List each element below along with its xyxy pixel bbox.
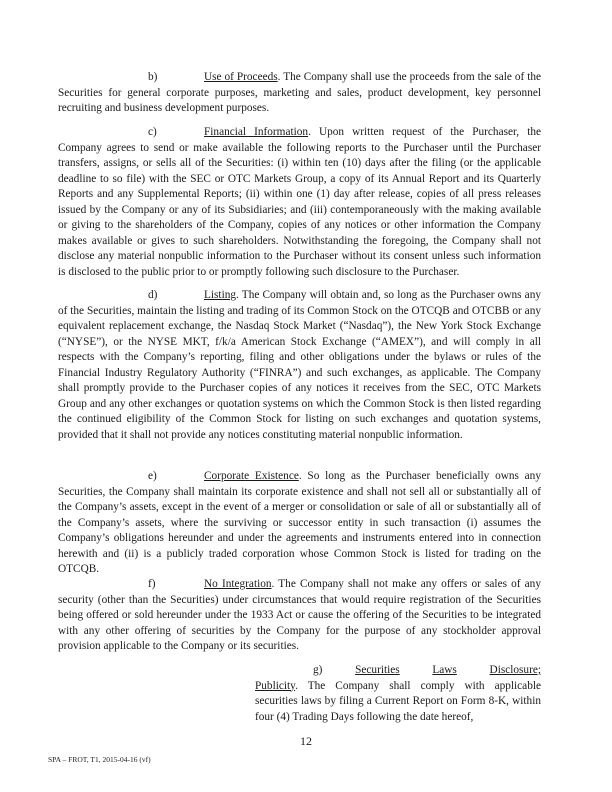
section-g-heading-word-3: Disclosure; xyxy=(489,664,541,676)
section-b-paragraph xyxy=(58,70,541,117)
section-g-heading-part-2: Publicity xyxy=(255,679,296,692)
footer-document-id: SPA – FROT, T1, 2015-04-16 (vf) xyxy=(48,755,151,764)
section-d-paragraph xyxy=(58,288,541,443)
section-b-label: b) xyxy=(148,71,158,83)
section-c-paragraph xyxy=(58,125,541,280)
section-g-text: . The Company shall comply with applicable securities laws by filing a Current Report on Form 8-K, within four (4) Trading Days following the date hereof, xyxy=(255,679,541,723)
section-f-paragraph xyxy=(58,577,541,655)
section-e-paragraph xyxy=(58,469,541,578)
section-c-heading: Financial Information xyxy=(204,126,309,138)
section-g-heading-word-2: Laws xyxy=(432,664,457,676)
section-f-text: . The Company shall not make any offers or sales of any security (other than the Securities) under circumstances that would require registration of the Securities being offered or sold hereunder under the 1933 Act or cause the offering of the Securities to be integrated with any other offering of securities by the Company for the purpose of any stockholder approval provision applicable to the Company or its securities. xyxy=(58,578,541,652)
section-e-heading: Corporate Existence xyxy=(204,470,299,482)
section-g-heading-word-1: Securities xyxy=(355,664,400,676)
section-c-text: . Upon written request of the Purchaser, the Company agrees to send or make available the following reports to the Purchaser until the Purchaser transfers, assigns, or sells all of the Securities: (i) within ten (10) days after the filing (or the applicable deadline to so file) with the SEC or OTC Markets Group, a copy of its Annual Report and its Quarterly Reports and any Supplemental Reports; (ii) within one (1) day after release, copies of all press releases issued by the Company or any of its Subsidiaries; and (iii) contemporaneously with the making available or giving to the shareholders of the Company, copies of any notices or other information the Company makes available or gives to such shareholders. Notwithstanding the foregoing, the Company shall not disclose any material nonpublic information to the Purchaser without its consent unless such information is disclosed to the public prior to or promptly following such disclosure to the Purchaser. xyxy=(58,126,541,278)
section-d-label: d) xyxy=(148,289,158,301)
section-g-label: g) xyxy=(313,664,323,676)
section-c-label: c) xyxy=(148,126,157,138)
section-f-label: f) xyxy=(148,578,156,590)
section-g-heading-line xyxy=(255,663,541,679)
section-f-heading: No Integration xyxy=(204,578,272,590)
section-g-body xyxy=(255,679,541,726)
section-g-paragraph xyxy=(255,663,541,725)
section-d-text: . The Company will obtain and, so long as the Purchaser owns any of the Securities, maintain the listing and trading of its Common Stock on the OTCQB and OTCBB or any equivalent replacement exchange, the Nasdaq Stock Market (“Nasdaq”), the New York Stock Exchange (“NYSE”), or the NYSE MKT, f/k/a American Stock Exchange (“AMEX”), and will comply in all respects with the Company’s reporting, filing and other obligations under the bylaws or rules of the Financial Industry Regulatory Authority (“FINRA”) and such exchanges, as applicable. The Company shall promptly provide to the Purchaser copies of any notices it receives from the SEC, OTC Markets Group and any other exchanges or quotation systems on which the Common Stock is then listed regarding the continued eligibility of the Common Stock for listing on such exchanges and quotation systems, provided that it shall not provide any notices constituting material nonpublic information. xyxy=(58,289,541,441)
section-b-heading: Use of Proceeds xyxy=(204,71,278,83)
section-b-text: . The Company shall use the proceeds from the sale of the Securities for general corporate purposes, marketing and sales, product development, key personnel recruiting and business development purposes. xyxy=(58,71,541,114)
page-number: 12 xyxy=(300,734,312,748)
section-e-text: . So long as the Purchaser beneficially owns any Securities, the Company shall maintain its corporate existence and shall not sell all or substantially all of the Company’s assets, except in the event of a merger or consolidation or sale of all or substantially all of the Company’s assets, where the surviving or successor entity in such transaction (i) assumes the Company’s obligations hereunder and under the agreements and instruments entered into in connection herewith and (ii) is a publicly traded corporation whose Common Stock is listed for trading on the OTCQB. xyxy=(58,470,541,575)
section-d-heading: Listing xyxy=(204,289,237,301)
section-e-label: e) xyxy=(148,470,157,482)
